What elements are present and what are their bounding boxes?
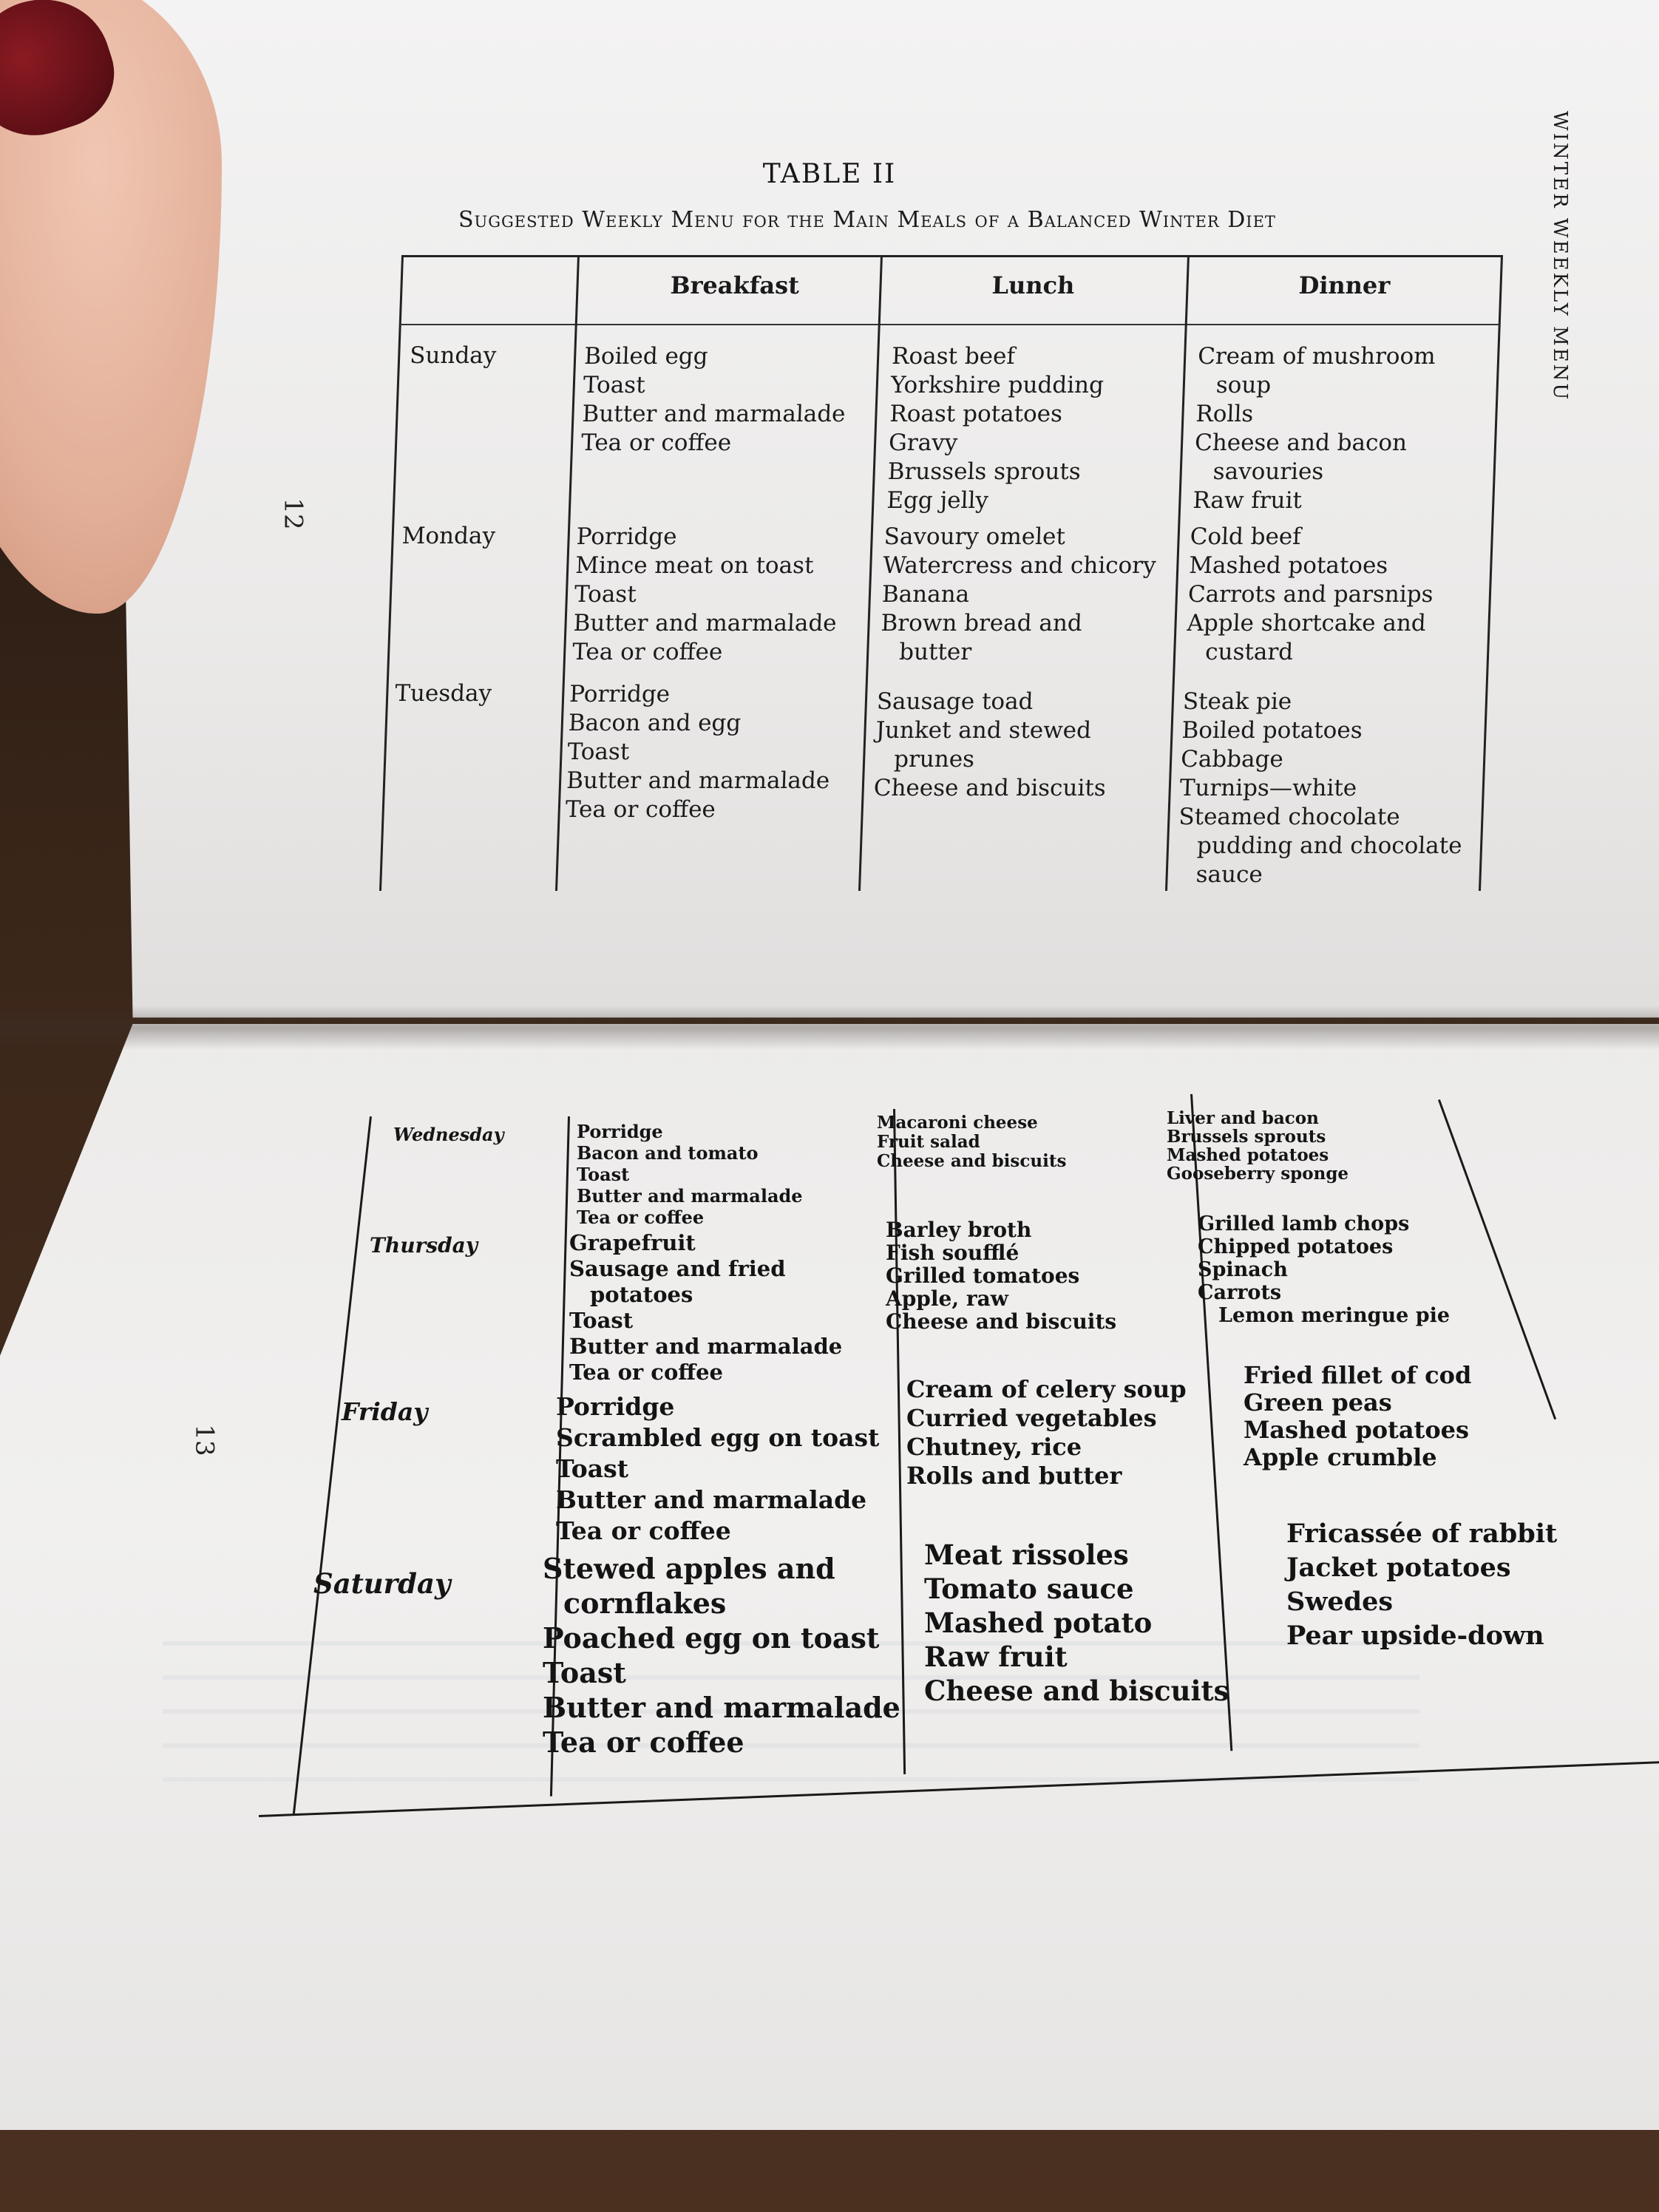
day-label: Sunday bbox=[409, 342, 497, 369]
menu-item: Jacket potatoes bbox=[1286, 1553, 1511, 1583]
menu-item: Grilled lamb chops bbox=[1198, 1212, 1410, 1235]
menu-item: Boiled potatoes bbox=[1181, 717, 1363, 744]
menu-item: savouries bbox=[1212, 458, 1324, 485]
menu-item: Cheese and biscuits bbox=[886, 1309, 1117, 1334]
menu-item: Banana bbox=[881, 581, 970, 608]
menu-item: Bacon and tomato bbox=[577, 1142, 759, 1164]
menu-item: Stewed apples and bbox=[543, 1552, 835, 1585]
menu-item: Cold beef bbox=[1190, 523, 1302, 550]
menu-item: Butter and marmalade bbox=[577, 1185, 803, 1207]
table-border-bottom bbox=[259, 1761, 1659, 1817]
menu-item: Tea or coffee bbox=[571, 639, 723, 665]
menu-item: Cheese and bacon bbox=[1194, 430, 1408, 456]
menu-item: Barley broth bbox=[886, 1218, 1032, 1242]
menu-item: Egg jelly bbox=[886, 487, 989, 514]
menu-item: Poached egg on toast bbox=[543, 1621, 880, 1655]
menu-item: Sausage and fried bbox=[569, 1256, 786, 1281]
menu-item: Toast bbox=[583, 372, 646, 398]
table-subtitle: Suggested Weekly Menu for the Main Meals of a Balanced Winter Diet bbox=[458, 207, 1276, 233]
menu-item: Mashed potatoes bbox=[1188, 552, 1388, 579]
menu-item: Carrots and parsnips bbox=[1187, 581, 1434, 608]
breakfast-cell bbox=[556, 1391, 879, 1547]
menu-item: Butter and marmalade bbox=[569, 1334, 843, 1359]
menu-item: Porridge bbox=[556, 1392, 675, 1421]
menu-item: Butter and marmalade bbox=[543, 1691, 900, 1724]
lunch-cell bbox=[886, 1218, 1116, 1333]
menu-item: Cream of celery soup bbox=[906, 1375, 1187, 1403]
menu-item: Brown bread and bbox=[880, 610, 1083, 637]
menu-item: Grapefruit bbox=[569, 1230, 696, 1255]
menu-item: Chipped potatoes bbox=[1198, 1235, 1394, 1258]
menu-item: Roast potatoes bbox=[889, 401, 1063, 427]
menu-item: Toast bbox=[556, 1454, 628, 1483]
menu-item: cornflakes bbox=[563, 1587, 727, 1620]
lunch-cell bbox=[877, 1113, 1066, 1171]
menu-item: Steak pie bbox=[1182, 688, 1292, 715]
menu-item: Fish soufflé bbox=[886, 1241, 1020, 1265]
day-label: Thursday bbox=[370, 1233, 478, 1258]
menu-item: Butter and marmalade bbox=[572, 610, 838, 637]
day-label: Wednesday bbox=[393, 1124, 504, 1145]
menu-item: Brussels sprouts bbox=[1167, 1127, 1326, 1147]
menu-item: Roast beef bbox=[891, 343, 1016, 370]
lunch-cell bbox=[880, 523, 1158, 667]
menu-item: custard bbox=[1204, 639, 1294, 665]
header-rule bbox=[399, 324, 1501, 325]
menu-item: Cabbage bbox=[1180, 746, 1284, 773]
day-label: Saturday bbox=[313, 1567, 451, 1600]
menu-item: Tea or coffee bbox=[569, 1360, 724, 1385]
day-label: Tuesday bbox=[394, 680, 492, 707]
menu-item: Rolls and butter bbox=[906, 1462, 1122, 1490]
menu-item: Gooseberry sponge bbox=[1167, 1164, 1349, 1184]
dinner-cell bbox=[1244, 1362, 1471, 1471]
breakfast-cell bbox=[569, 1230, 842, 1385]
page-number-12: 12 bbox=[278, 498, 308, 530]
lunch-cell bbox=[924, 1538, 1229, 1708]
dinner-cell bbox=[1286, 1517, 1557, 1653]
menu-item: prunes bbox=[893, 746, 975, 773]
menu-item: Turnips—white bbox=[1179, 775, 1357, 801]
menu-table-top bbox=[379, 255, 1503, 891]
menu-item: Tea or coffee bbox=[580, 430, 732, 456]
menu-item: Cheese and biscuits bbox=[873, 775, 1107, 801]
menu-item: Macaroni cheese bbox=[877, 1113, 1038, 1133]
menu-item: Bacon and egg bbox=[568, 710, 742, 736]
menu-item: Lemon meringue pie bbox=[1218, 1304, 1451, 1327]
dinner-cell bbox=[1176, 688, 1468, 889]
menu-item: Sausage toad bbox=[876, 688, 1034, 715]
menu-item: Porridge bbox=[576, 523, 678, 550]
menu-item: Chutney, rice bbox=[906, 1433, 1082, 1461]
menu-item: Boiled egg bbox=[583, 343, 709, 370]
menu-item: Tomato sauce bbox=[924, 1573, 1134, 1605]
menu-item: Porridge bbox=[577, 1121, 663, 1142]
header-lunch: Lunch bbox=[991, 271, 1076, 299]
table-border-left bbox=[293, 1116, 372, 1815]
menu-item: Gravy bbox=[888, 430, 958, 456]
menu-item: Meat rissoles bbox=[924, 1538, 1129, 1571]
menu-item: Yorkshire pudding bbox=[890, 372, 1105, 398]
menu-item: Swedes bbox=[1286, 1587, 1394, 1617]
menu-item: Tea or coffee bbox=[556, 1516, 731, 1545]
menu-item: soup bbox=[1215, 372, 1272, 398]
menu-item: butter bbox=[898, 639, 972, 665]
menu-item: Toast bbox=[566, 739, 630, 765]
breakfast-cell bbox=[543, 1551, 900, 1760]
menu-item: Green peas bbox=[1244, 1388, 1392, 1417]
menu-item: Liver and bacon bbox=[1167, 1108, 1319, 1128]
day-label: Friday bbox=[342, 1397, 428, 1426]
menu-item: Fricassée of rabbit bbox=[1286, 1519, 1558, 1549]
lunch-cell bbox=[873, 688, 1109, 803]
menu-item: Butter and marmalade bbox=[581, 401, 847, 427]
menu-item: Mashed potatoes bbox=[1244, 1416, 1470, 1444]
menu-item: Curried vegetables bbox=[906, 1404, 1157, 1432]
menu-item: Pear upside-down bbox=[1286, 1621, 1544, 1651]
breakfast-cell bbox=[565, 680, 833, 824]
dinner-cell bbox=[1198, 1212, 1450, 1327]
menu-item: Rolls bbox=[1195, 401, 1254, 427]
menu-item: Scrambled egg on toast bbox=[556, 1423, 880, 1452]
menu-item: Savoury omelet bbox=[883, 523, 1066, 550]
menu-item: Toast bbox=[577, 1164, 630, 1185]
menu-item: Fruit salad bbox=[877, 1132, 980, 1152]
day-label: Monday bbox=[401, 523, 496, 549]
menu-item: Mashed potatoes bbox=[1167, 1145, 1329, 1165]
menu-item: Spinach bbox=[1198, 1258, 1288, 1281]
menu-item: Tea or coffee bbox=[565, 796, 716, 823]
dinner-cell bbox=[1167, 1109, 1348, 1183]
menu-item: sauce bbox=[1195, 861, 1263, 888]
menu-item: Tea or coffee bbox=[577, 1207, 705, 1228]
menu-item: Steamed chocolate bbox=[1178, 804, 1401, 830]
menu-item: Butter and marmalade bbox=[566, 767, 830, 794]
menu-item: pudding and chocolate bbox=[1196, 832, 1463, 859]
fingernail bbox=[0, 0, 128, 152]
header-dinner: Dinner bbox=[1297, 271, 1391, 299]
menu-item: Porridge bbox=[569, 681, 671, 708]
page-number-13: 13 bbox=[189, 1424, 220, 1456]
lunch-cell bbox=[886, 342, 1105, 515]
menu-item: Raw fruit bbox=[1192, 487, 1303, 514]
menu-item: Toast bbox=[569, 1308, 634, 1333]
menu-item: Mince meat on toast bbox=[574, 552, 815, 579]
menu-item: Cheese and biscuits bbox=[877, 1151, 1067, 1171]
menu-table-bottom bbox=[259, 1094, 1659, 1819]
menu-item: Carrots bbox=[1198, 1281, 1282, 1304]
menu-item: potatoes bbox=[590, 1282, 693, 1307]
running-head: WINTER WEEKLY MENU bbox=[1549, 111, 1571, 402]
menu-item: Cheese and biscuits bbox=[924, 1675, 1229, 1707]
header-breakfast: Breakfast bbox=[669, 271, 800, 299]
lunch-cell bbox=[906, 1375, 1187, 1490]
menu-item: Toast bbox=[574, 581, 637, 608]
menu-item: Tea or coffee bbox=[543, 1726, 744, 1759]
menu-item: Apple crumble bbox=[1244, 1443, 1437, 1471]
dinner-cell bbox=[1192, 342, 1436, 515]
menu-item: Butter and marmalade bbox=[556, 1485, 867, 1514]
breakfast-cell bbox=[572, 523, 841, 667]
menu-item: Brussels sprouts bbox=[887, 458, 1082, 485]
table-title: TABLE II bbox=[762, 159, 897, 189]
menu-item: Raw fruit bbox=[924, 1641, 1068, 1673]
menu-item: Watercress and chicory bbox=[882, 552, 1157, 579]
dinner-cell bbox=[1186, 523, 1436, 667]
breakfast-cell bbox=[580, 342, 847, 458]
menu-item: Toast bbox=[543, 1656, 626, 1689]
breakfast-cell bbox=[577, 1121, 803, 1228]
menu-item: Grilled tomatoes bbox=[886, 1263, 1080, 1288]
menu-item: Apple shortcake and bbox=[1186, 610, 1427, 637]
menu-item: Apple, raw bbox=[886, 1286, 1008, 1311]
menu-item: Junket and stewed bbox=[875, 717, 1092, 744]
menu-item: Fried fillet of cod bbox=[1244, 1361, 1472, 1389]
menu-item: Mashed potato bbox=[924, 1607, 1153, 1639]
menu-item: Cream of mushroom bbox=[1197, 343, 1436, 370]
